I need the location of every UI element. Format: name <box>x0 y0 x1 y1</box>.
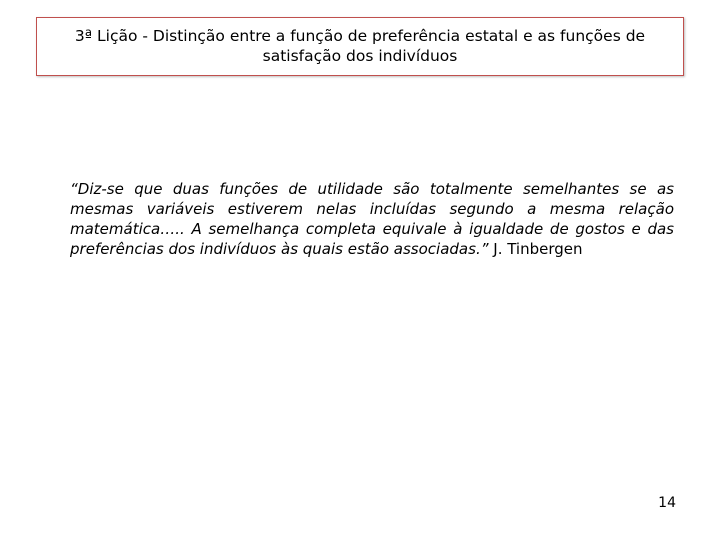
quote-block <box>70 179 674 259</box>
quote-attribution: J. Tinbergen <box>493 240 583 258</box>
slide-title: 3ª Lição - Distinção entre a função de preferência estatal e as funções de satisfação dos indivíduos <box>74 27 646 65</box>
slide-title-box <box>36 17 684 76</box>
quote-text: “Diz-se que duas funções de utilidade são totalmente semelhantes se as mesmas variáveis estiverem nelas incluídas segundo a mesma relação matemática….. A semelhança completa equivale à igualdade de gostos e das preferências dos indivíduos às quais estão associadas.” <box>70 180 674 258</box>
page-number: 14 <box>658 495 676 511</box>
